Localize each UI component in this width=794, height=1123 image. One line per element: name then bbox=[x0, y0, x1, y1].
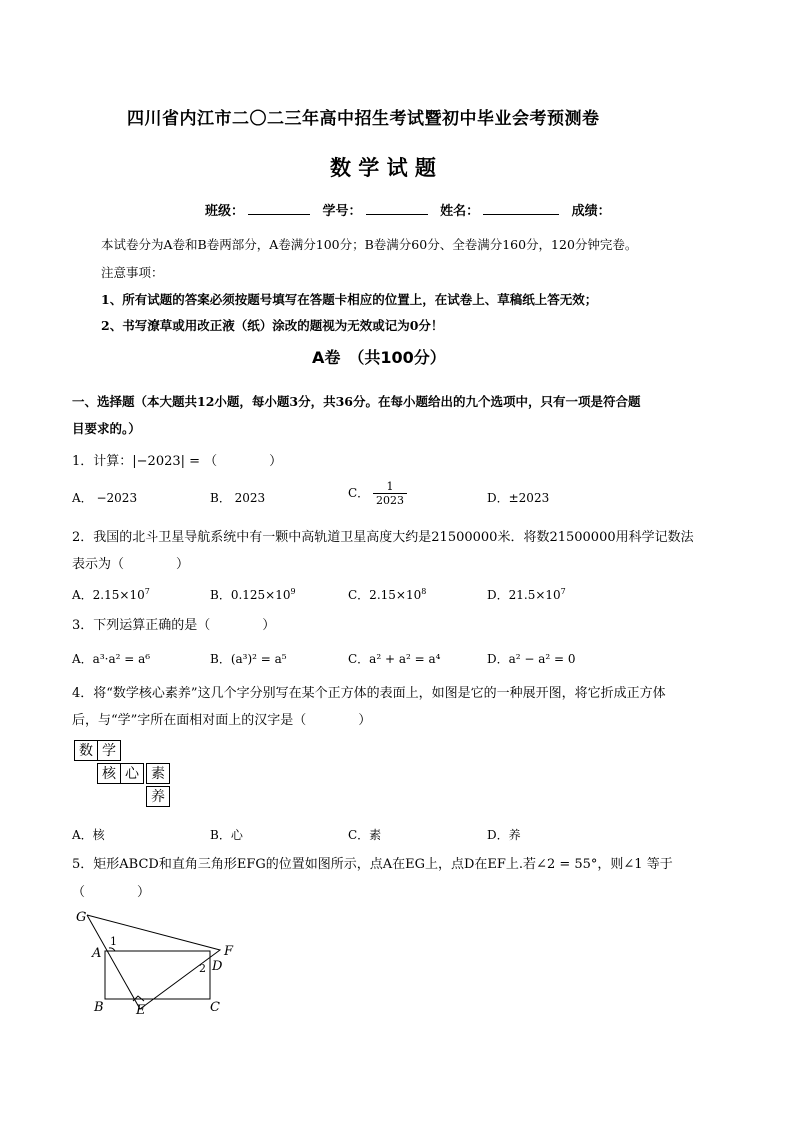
q2-option-c-text: C．2.15×10 bbox=[348, 588, 422, 602]
q1-frac-numerator: 1 bbox=[373, 480, 407, 494]
id-label: 学号： bbox=[322, 204, 362, 219]
q2-option-c[interactable] bbox=[348, 586, 426, 603]
q1-option-a[interactable]: A． −2023 bbox=[72, 491, 138, 505]
q2-option-a[interactable] bbox=[72, 586, 150, 603]
label-a: A bbox=[92, 946, 102, 961]
label-c: C bbox=[210, 1000, 220, 1015]
q1-option-c[interactable] bbox=[348, 480, 407, 507]
label-b: B bbox=[94, 1000, 104, 1015]
intro-line: 本试卷分为A卷和B卷两部分，A卷满分100分；B卷满分60分、全卷满分160分，120分钟完卷。 bbox=[101, 237, 638, 252]
notice-rule-2: 2、书写潦草或用改正液（纸）涂改的题视为无效或记为0分！ bbox=[101, 318, 444, 333]
q1-frac-denominator: 2023 bbox=[376, 494, 405, 507]
question-1-stem: 1．计算：|−2023| = （ ） bbox=[72, 454, 283, 469]
q1-option-c-label: C． bbox=[348, 486, 370, 500]
q2-option-d-text: D．21.5×10 bbox=[487, 588, 561, 602]
section-a-title: A卷 （共100分） bbox=[312, 348, 446, 367]
q2-option-a-text: A．2.15×10 bbox=[72, 588, 145, 602]
notice-rule-1: 1、所有试题的答案必须按题号填写在答题卡相应的位置上，在试卷上、草稿纸上答无效； bbox=[101, 292, 598, 307]
q1-option-b[interactable]: B． 2023 bbox=[210, 491, 266, 505]
label-d: D bbox=[212, 959, 223, 974]
name-label: 姓名： bbox=[440, 204, 480, 219]
label-1: 1 bbox=[110, 935, 117, 948]
net-cell-xue: 学 bbox=[97, 740, 121, 761]
q2-option-b-text: B．0.125×10 bbox=[210, 588, 291, 602]
part1-heading-cont: 目要求的。） bbox=[72, 421, 141, 436]
q2-option-b-exp: 9 bbox=[290, 587, 296, 596]
net-cell-su: 素 bbox=[146, 763, 170, 784]
label-2: 2 bbox=[199, 962, 206, 975]
name-blank[interactable] bbox=[483, 214, 559, 215]
q2-option-a-exp: 7 bbox=[144, 587, 150, 596]
notice-label: 注意事项： bbox=[101, 265, 164, 280]
question-3-stem: 3．下列运算正确的是（ ） bbox=[72, 618, 276, 633]
part1-heading: 一、选择题（本大题共12小题，每小题3分，共36分。在每小题给出的九个选项中，只有一项是符合题 bbox=[72, 394, 641, 409]
class-label: 班级： bbox=[205, 204, 245, 219]
exam-title: 四川省内江市二〇二三年高中招生考试暨初中毕业会考预测卷 bbox=[127, 109, 600, 129]
q3-option-d[interactable]: D．a² − a² = 0 bbox=[487, 652, 576, 666]
q3-option-c[interactable]: C．a² + a² = a⁴ bbox=[348, 652, 441, 666]
question-4-stem-cont: 后，与“学”字所在面相对面上的汉字是（ ） bbox=[72, 713, 372, 728]
exam-subtitle: 数 学 试 题 bbox=[330, 155, 436, 180]
q1-option-d[interactable]: D．±2023 bbox=[487, 491, 550, 505]
label-g: G bbox=[76, 910, 87, 925]
question-2-stem: 2．我国的北斗卫星导航系统中有一颗中高轨道卫星高度大约是21500000米．将数21500000用科学记数法 bbox=[72, 530, 694, 545]
q2-option-b[interactable] bbox=[210, 586, 296, 603]
q1-fraction bbox=[373, 480, 407, 507]
question-2-stem-cont: 表示为（ ） bbox=[72, 557, 190, 572]
q3-option-b[interactable]: B．(a³)² = a⁵ bbox=[210, 652, 287, 666]
geometry-figure bbox=[70, 905, 270, 1015]
id-blank[interactable] bbox=[366, 214, 428, 215]
q2-option-d[interactable] bbox=[487, 586, 566, 603]
label-f: F bbox=[224, 944, 234, 959]
q4-option-d[interactable]: D．养 bbox=[487, 828, 521, 842]
student-info-fields bbox=[205, 200, 611, 219]
net-cell-shu: 数 bbox=[74, 740, 98, 761]
question-4-stem: 4．将“数学核心素养”这几个字分别写在某个正方体的表面上，如图是它的一种展开图，将它折成正方体 bbox=[72, 686, 666, 701]
question-5-stem-cont: （ ） bbox=[72, 885, 151, 900]
net-cell-xin: 心 bbox=[120, 763, 144, 784]
label-e: E bbox=[136, 1003, 146, 1015]
q4-option-b[interactable]: B．心 bbox=[210, 828, 243, 842]
q2-option-c-exp: 8 bbox=[421, 587, 427, 596]
score-label: 成绩： bbox=[571, 204, 611, 219]
q4-option-a[interactable]: A．核 bbox=[72, 828, 105, 842]
class-blank[interactable] bbox=[248, 214, 310, 215]
q3-option-a[interactable]: A．a³·a² = a⁶ bbox=[72, 652, 151, 666]
q4-option-c[interactable]: C．素 bbox=[348, 828, 382, 842]
net-cell-he: 核 bbox=[97, 763, 121, 784]
question-5-stem: 5．矩形ABCD和直角三角形EFG的位置如图所示，点A在EG上，点D在EF上.若∠2 = 55°，则∠1 等于 bbox=[72, 857, 673, 872]
net-cell-yang: 养 bbox=[146, 786, 170, 807]
q2-option-d-exp: 7 bbox=[560, 587, 566, 596]
